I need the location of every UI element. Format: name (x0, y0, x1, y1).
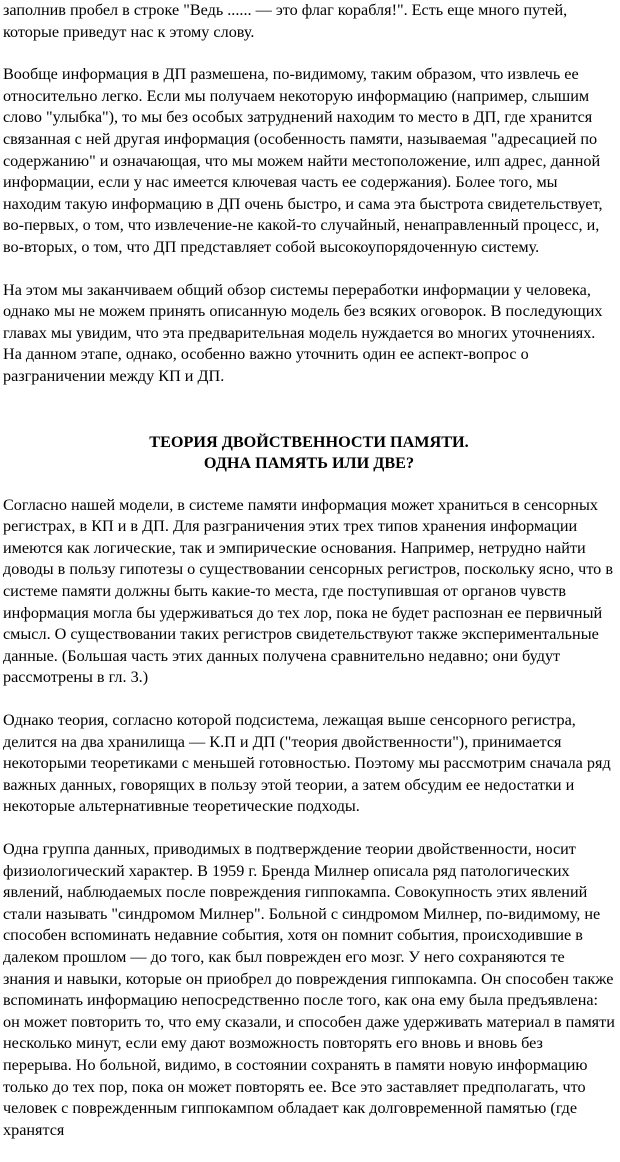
paragraph-storage-types: Согласно нашей модели, в системе памяти информация может храниться в сенсорных регистрах, в КП и в ДП. Для разграничения этих трех типов хранения информации имеются как логические, так и эмпирические основания. Например, нетрудно найти доводы в пользу гипотезы о существовании сенсорных регистров, поскольку ясно, что в системе памяти должны быть какие-то места, где поступившая от органов чувств информация могла бы удерживаться до тех лор, пока не будет распознан ее первичный смысл. О существовании таких регистров свидетельствуют также экспериментальные данные. (Большая часть этих данных получена сравнительно недавно; они будут рассмотрены в гл. 3.) (3, 495, 613, 687)
paragraph-retrieval: Вообще информация в ДП размешена, по-видимому, таким образом, что извлечь ее относительно легко. Если мы получаем некоторую информацию (например, слышим слово "улыбка"), то мы без особых затруднений находим то место в ДП, где хранится связанная с ней другая информация (особенность памяти, называемая "адресацией по содержанию" и означающая, что мы можем найти местоположение, илп адрес, данной информации, если у нас имеется ключевая часть ее содержания). Более того, мы находим такую информацию в ДП очень быстро, и сама эта быстрота свидетельствует, во-первых, о том, что извлечение-не какой-то случайный, ненаправленный процесс, и, во-вторых, о том, что ДП представляет собой высокоупорядоченную систему. (3, 65, 603, 256)
paragraph-intro-continuation: заполнив пробел в строке "Ведь ...... — это флаг корабля!". Есть еще много путей, которые приведут нас к этому слову. (3, 1, 568, 41)
document-page (3, 0, 615, 1162)
paragraph-duality-theory: Однако теория, согласно которой подсистема, лежащая выше сенсорного регистра, делится на два хранилища — К.П и ДП ("теория двойственности"), принимается некоторыми теоретиками с меньшей готовностью. Поэтому мы рассмотрим сначала ряд важных данных, говорящих в пользу этой теории, а затем обсудим ее недостатки и некоторые альтернативные теоретические подходы. (3, 711, 611, 816)
paragraph-milner-syndrome: Одна группа данных, приводимых в подтверждение теории двойственности, носит физиологический характер. В 1959 г. Бренда Милнер описала ряд патологических явлений, наблюдаемых после повреждения гиппокампа. Совокупность этих явлений стали называть "синдромом Милнер". Больной с синдромом Милнер, по-видимому, не способен вспоминать недавние события, хотя он помнит события, происходившие в далеком прошлом — до того, как был поврежден его мозг. У него сохраняются те знания и навыки, которые он приобрел до повреждения гиппокампа. Он способен также вспоминать информацию непосредственно после того, как она ему была предъявлена: он может повторить то, что ему сказали, и способен даже удерживать материал в памяти несколько минут, если ему дают возможность повторять его вновь и вновь без перерыва. Но больной, видимо, в состоянии сохранять в памяти новую информацию только до тех пор, пока он может повторять ее. Все это заставляет предполагать, что человек с поврежденным гиппокампом обладает как долговременной памятью (где хранятся (3, 840, 615, 1139)
section-heading-line-1: ТЕОРИЯ ДВОЙСТВЕННОСТИ ПАМЯТИ. (149, 432, 469, 451)
paragraph-model-summary: На этом мы заканчиваем общий обзор системы переработки информации у человека, однако мы не можем принять описанную модель без всяких оговорок. В последующих главах мы увидим, что эта предварительная модель нуждается во многих уточнениях. На данном этапе, однако, особенно важно уточнить один ее аспект-вопрос о разграничении между КП и ДП. (3, 280, 603, 385)
section-heading-line-2: ОДНА ПАМЯТЬ ИЛИ ДВЕ? (203, 454, 415, 473)
section-heading (3, 432, 615, 475)
